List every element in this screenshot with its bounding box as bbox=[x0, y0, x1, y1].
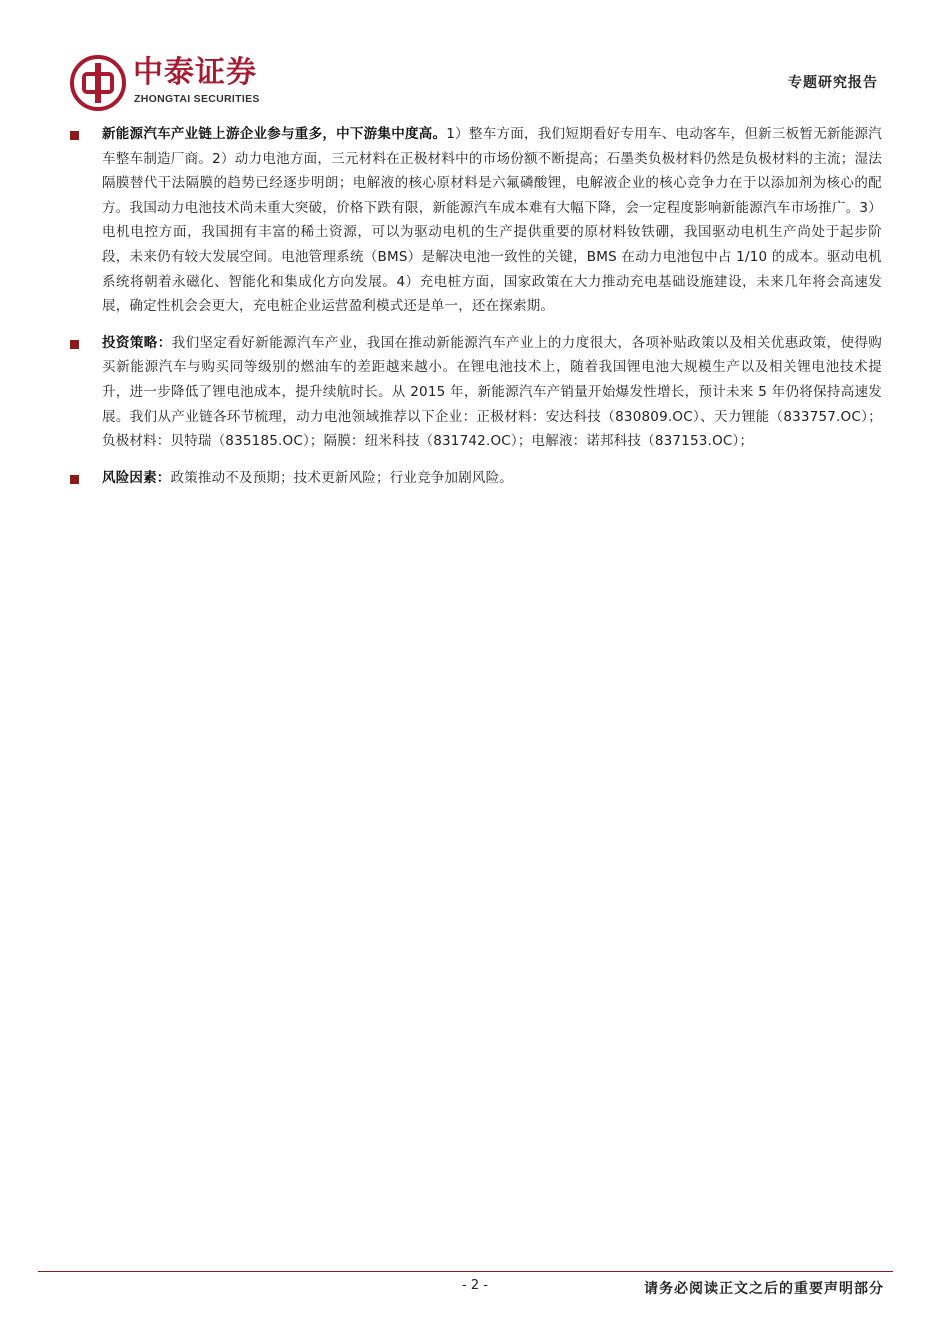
section-lead: 新能源汽车产业链上游企业参与重多，中下游集中度高。 bbox=[102, 126, 447, 142]
section-lead: 风险因素： bbox=[102, 469, 171, 486]
page-header bbox=[0, 0, 950, 120]
section-paragraph bbox=[102, 466, 882, 491]
page-number: - 2 - bbox=[462, 1278, 488, 1293]
section-risk-factors bbox=[70, 466, 882, 491]
report-body bbox=[70, 122, 882, 502]
footer-disclaimer: 请务必阅读正文之后的重要声明部分 bbox=[644, 1281, 884, 1297]
square-bullet-icon bbox=[70, 340, 79, 349]
footer-divider bbox=[38, 1271, 893, 1272]
section-text: 我们坚定看好新能源汽车产业，我国在推动新能源汽车产业上的力度很大，各项补贴政策以及相关优惠政策，使得购买新能源汽车与购买同等级别的燃油车的差距越来越小。在锂电池技术上，随着我国锂电池大规模生产以及相关锂电池技术提升，进一步降低了锂电池成本，提升续航时长。从 2015 年，新能源汽车产销量开始爆发性增长，预计未来 5 年仍将保持高速发展。我们从产业链各环节梳理，动力电池领域推荐以下企业：正极材料：安达科技（830809.OC）、天力锂能（833757.OC）；负极材料：贝特瑞（835185.OC）；隔膜：纽米科技（831742.OC）；电解液：诺邦科技（837153.OC）； bbox=[102, 334, 883, 450]
company-logo bbox=[70, 55, 310, 115]
section-paragraph bbox=[102, 331, 882, 454]
zhongtai-logo-icon bbox=[70, 55, 126, 111]
section-investment-strategy bbox=[70, 331, 882, 454]
square-bullet-icon bbox=[70, 475, 79, 484]
square-bullet-icon bbox=[70, 131, 79, 140]
section-lead: 投资策略： bbox=[102, 334, 172, 351]
logo-english-name: ZHONGTAI SECURITIES bbox=[134, 93, 260, 105]
report-type-label: 专题研究报告 bbox=[788, 75, 878, 91]
section-text: 政策推动不及预期；技术更新风险；行业竞争加剧风险。 bbox=[170, 469, 513, 486]
section-industry-chain bbox=[70, 122, 882, 319]
logo-chinese-name: 中泰证券 bbox=[133, 55, 257, 90]
section-text: 1）整车方面，我们短期看好专用车、电动客车，但新三板暂无新能源汽车整车制造厂商。2）动力电池方面，三元材料在正极材料中的市场份额不断提高；石墨类负极材料仍然是负极材料的主流；湿法隔膜替代干法隔膜的趋势已经逐步明朗；电解液的核心原材料是六氟磷酸锂，电解液企业的核心竞争力在于以添加剂为核心的配方。我国动力电池技术尚未重大突破，价格下跌有限，新能源汽车成本难有大幅下降，会一定程度影响新能源汽车市场推广。3）电机电控方面，我国拥有丰富的稀土资源，可以为驱动电机的生产提供重要的原材料钕铁硼，我国驱动电机生产尚处于起步阶段，未来仍有较大发展空间。电池管理系统（BMS）是解决电池一致性的关键，BMS 在动力电池包中占 1/10 的成本。驱动电机系统将朝着永磁化、智能化和集成化方向发展。4）充电桩方面，国家政策在大力推动充电基础设施建设，未来几年将会高速发展，确定性机会会更大，充电桩企业运营盈利模式还是单一，还在探索期。 bbox=[102, 126, 882, 315]
section-paragraph bbox=[102, 122, 882, 319]
